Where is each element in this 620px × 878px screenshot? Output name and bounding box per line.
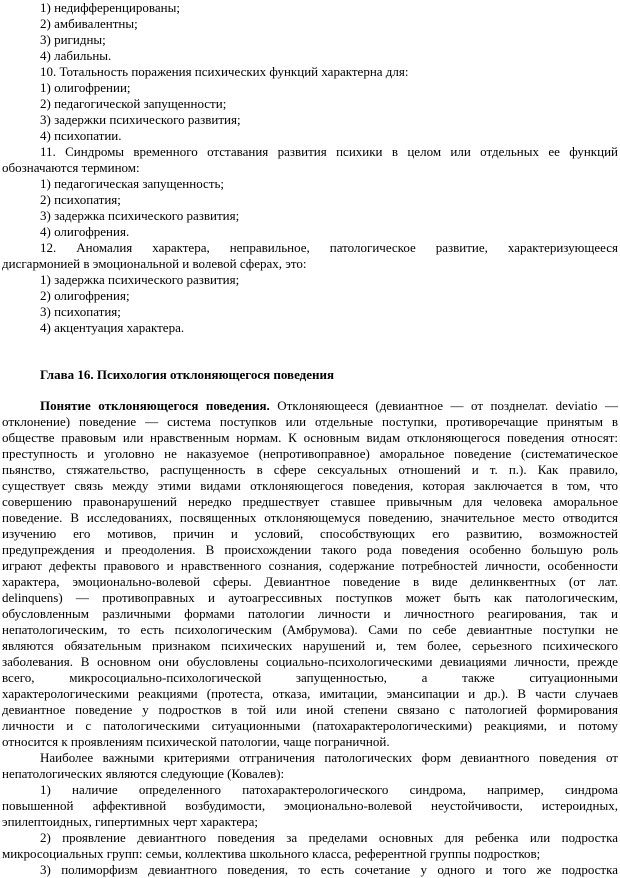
- body-line: непатологическим, то есть психологическим (Амбрумова). Сами по себе девиантные поступки не: [2, 622, 618, 637]
- answer-line: 1) олигофрении;: [40, 80, 131, 95]
- body-line: отклонение) поведение — система поступков или отдельные поступки, противоречащие принятым в: [2, 414, 618, 429]
- criteria-line: непатологических являются следующие (Ковалев):: [2, 766, 285, 781]
- criteria-line: 2) проявление девиантного поведения за пределами основных для ребенка или подростка: [40, 830, 618, 845]
- answer-line: 1) недифференцированы;: [40, 0, 180, 15]
- question-line: 11. Синдромы временного отставания развития психики в целом или отдельных ее функций: [40, 144, 618, 159]
- criteria-line: 1) наличие определенного патохарактерологического синдрома, например, синдрома: [40, 782, 618, 797]
- question-line: дисгармонией в эмоциональной и волевой сферах, это:: [2, 256, 307, 271]
- body-line: delinquens) — противоправных и аутоагрессивных поступков может быть как патологическим,: [2, 590, 618, 605]
- body-line: пьянство, стяжательство, распущенность в сфере сексуальных отношений и т. п.). Как правило,: [2, 462, 618, 477]
- criteria-line: микросоциальных групп: семьи, коллектива школьного класса, референтной группы подростков;: [2, 846, 541, 861]
- answer-line: 4) лабильны.: [40, 48, 112, 63]
- body-line: девиантное поведение у подростков в той или иной степени связано с патологией формирования: [2, 702, 618, 717]
- body-line: совершению правонарушений нередко предшествует ставшее привычным для человека аморальное: [2, 494, 618, 509]
- body-line: преступность и уголовно не наказуемое (непротивоправное) аморальное поведение (систематическое: [2, 446, 618, 461]
- body-line: предупреждения и преодоления. В происхождении такого рода поведения особенно большую роль: [2, 542, 618, 557]
- answer-line: 2) олигофрения;: [40, 288, 130, 303]
- chapter-heading: Глава 16. Психология отклоняющегося поведения: [40, 367, 335, 382]
- body-line: всего, микросоциально-психологической запущенностью, а также ситуационными: [2, 670, 618, 685]
- body-line: характерологическими реакциями (протеста, отказа, имитации, эмансипации и др.). В части случаев: [2, 686, 618, 701]
- question-line: 12. Аномалия характера, неправильное, патологическое развитие, характеризующееся: [40, 240, 618, 255]
- criteria-line: Наиболее важными критериями отграничения патологических форм девиантного поведения от: [40, 750, 618, 765]
- question-line: 10. Тотальность поражения психических функций характерна для:: [40, 64, 409, 79]
- criteria-line: 3) полиморфизм девиантного поведения, то есть сочетание у одного и того же подростка: [40, 862, 618, 877]
- body-line: изучению его мотивов, причин и условий, способствующих его развитию, возможностей: [2, 526, 618, 541]
- body-line: характера, эмоционально-волевой сферы. Девиантное поведение в виде делинквентных (от лат.: [2, 574, 618, 589]
- criteria-line: повышенной аффективной возбудимости, эмоционально-волевой неустойчивости, истероидных,: [2, 798, 618, 813]
- body-line: обществе правовым или нравственным нормам. К основным видам отклоняющегося поведения относят:: [2, 430, 618, 445]
- answer-line: 2) педагогической запущенности;: [40, 96, 227, 111]
- body-line: поведение. В исследованиях, посвященных отклоняющемуся поведению, значительное место отводится: [2, 510, 618, 525]
- criteria-line: эпилептоидных, гипертимных черт характера;: [2, 814, 259, 829]
- answer-line: 4) психопатии.: [40, 128, 122, 143]
- body-line: личности и с патологическими ситуационными (патохарактерологическими) реакциями, и потому: [2, 718, 618, 733]
- answer-line: 4) олигофрения.: [40, 224, 130, 239]
- body-line: являются обязательным признаком психических нарушений и, тем более, серьезного психического: [2, 638, 618, 653]
- body-line: относится к проявлениям психической патологии, чаще пограничной.: [2, 734, 390, 749]
- answer-line: 3) ригидны;: [40, 32, 106, 47]
- body-line: обусловленным различными формами патологии личности и личностного реагирования, так и: [2, 606, 618, 621]
- answer-line: 3) психопатия;: [40, 304, 121, 319]
- answer-line: 3) задержки психического развития;: [40, 112, 241, 127]
- body-line: играют дефекты правового и нравственного сознания, содержание потребностей личности, особенности: [2, 558, 618, 573]
- section-title: Понятие отклоняющегося поведения.: [40, 398, 270, 413]
- section-first-line-rest: Отклоняющееся (девиантное — от позднелат. deviatio —: [277, 398, 618, 413]
- answer-line: 2) психопатия;: [40, 192, 121, 207]
- section-first-line: [40, 398, 618, 414]
- answer-line: 1) педагогическая запущенность;: [40, 176, 225, 191]
- question-line: обозначаются термином:: [2, 160, 140, 175]
- answer-line: 3) задержка психического развития;: [40, 208, 240, 223]
- answer-line: 4) акцентуация характера.: [40, 320, 185, 335]
- body-line: заболевания. В основном они обусловлены социально-психологическими девиациями личности, прежде: [2, 654, 618, 669]
- answer-line: 2) амбивалентны;: [40, 16, 138, 31]
- body-line: существует связь между этими видами отклоняющегося поведения, которая заключается в том, что: [2, 478, 618, 493]
- answer-line: 1) задержка психического развития;: [40, 272, 240, 287]
